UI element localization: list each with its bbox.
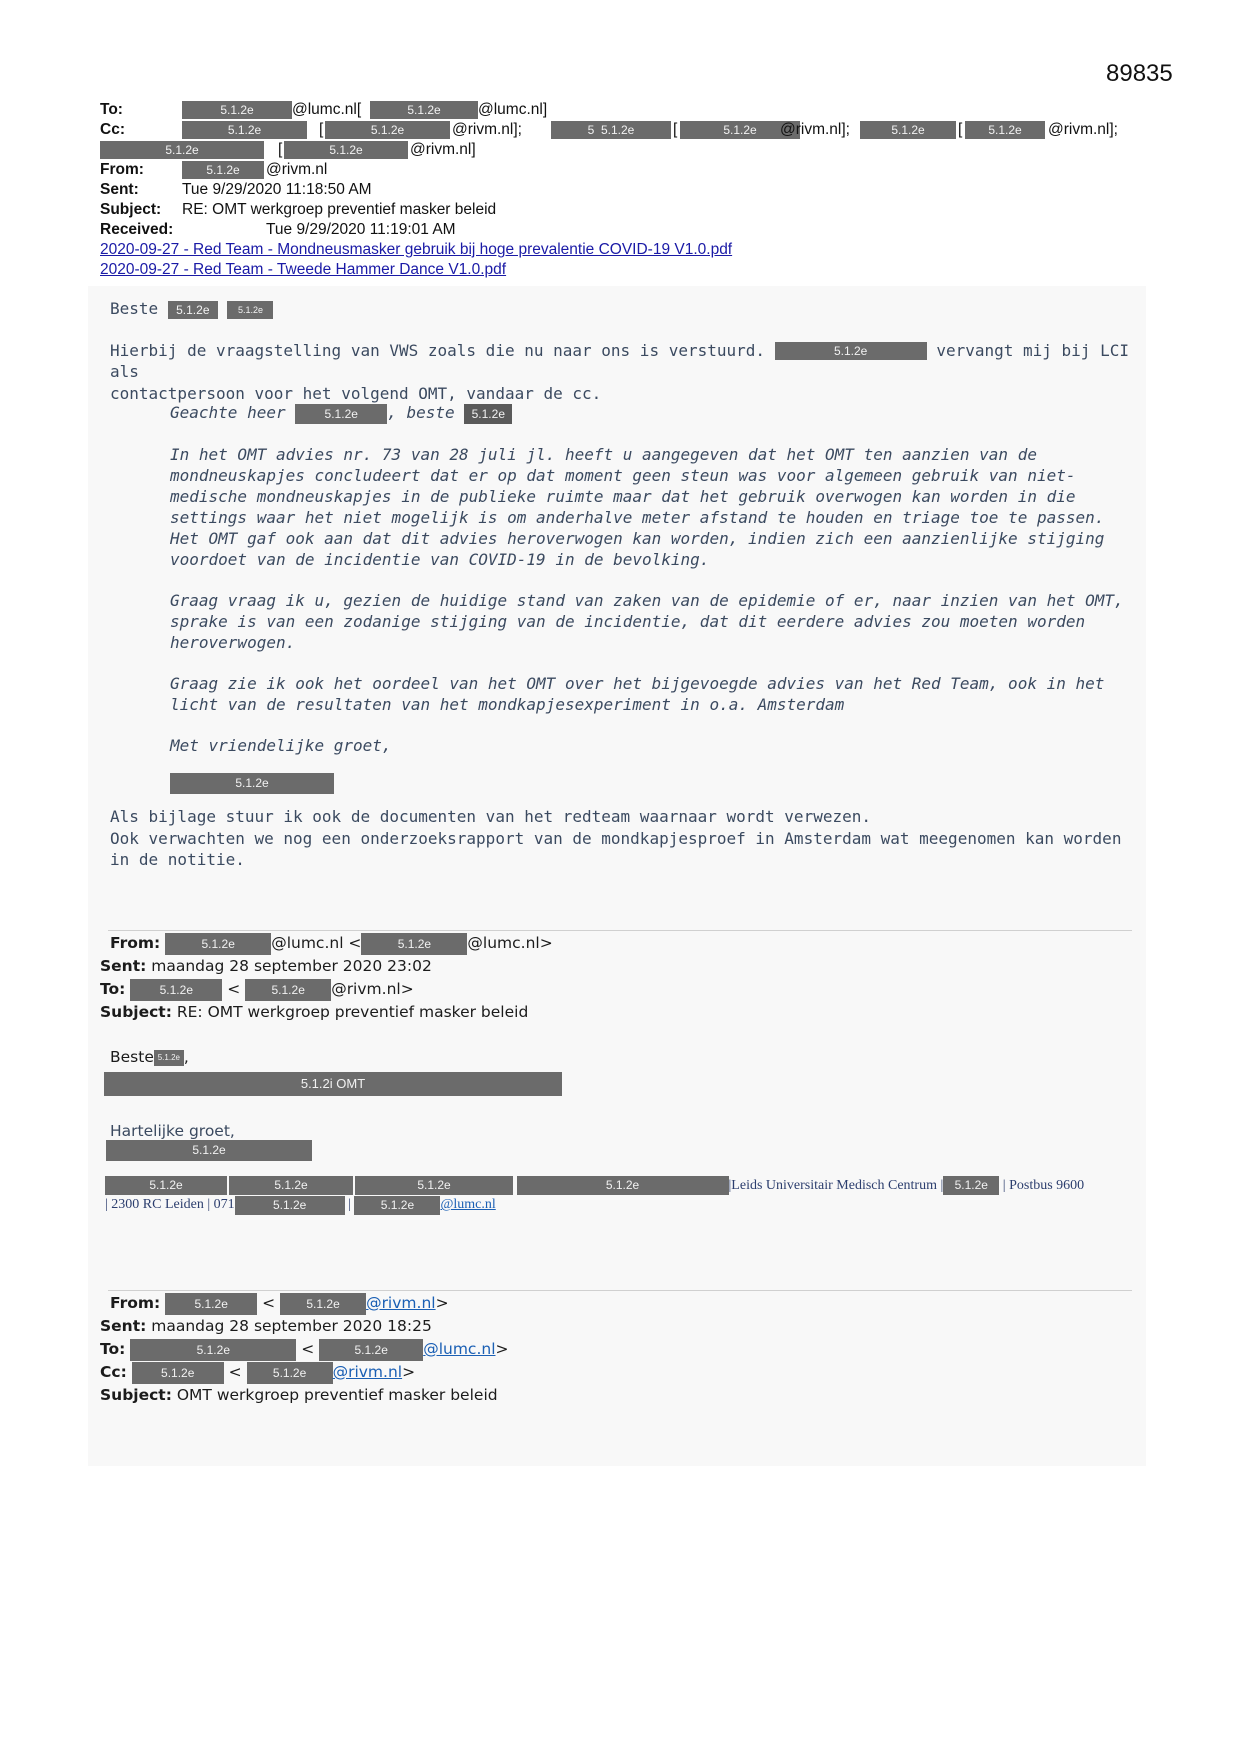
subject-row: [100, 200, 1140, 220]
redaction: 5.1.2e: [860, 121, 956, 139]
to-row: To: 5.1.2e < 5.1.2e @rivm.nl>: [100, 978, 553, 1001]
email-header: [100, 100, 1140, 240]
from-row: From: 5.1.2e < 5.1.2e @rivm.nl>: [100, 1292, 509, 1315]
email-link[interactable]: @rivm.nl: [332, 1363, 403, 1381]
paragraph: Als bijlage stuur ik ook de documenten van het redteam waarnaar wordt verwezen.: [110, 807, 871, 826]
redaction: 5.1.2e: [280, 1293, 366, 1315]
redaction: 5.1.2e: [370, 101, 478, 119]
redaction: 5.1.2e: [245, 979, 331, 1001]
redaction: 5.1.2e: [284, 141, 408, 159]
attachment-link[interactable]: 2020-09-27 - Red Team - Tweede Hammer Dance V1.0.pdf: [100, 261, 507, 278]
subject-row: Subject: RE: OMT werkgroep preventief masker beleid: [100, 1003, 529, 1021]
redaction: 5.1.2e: [165, 933, 271, 955]
cc-domain: @rivm.nl];: [452, 121, 522, 138]
sent-row: Sent: maandag 28 september 2020 18:25: [100, 1317, 432, 1335]
redaction: 5.1.2e: [354, 1196, 440, 1215]
received-value: Tue 9/29/2020 11:19:01 AM: [266, 221, 456, 238]
sent-label: Sent:: [100, 181, 139, 198]
redaction: 5 5.1.2e: [551, 121, 671, 139]
quote-greeting: Geachte heer 5.1.2e , beste 5.1.2e: [170, 402, 1140, 424]
redaction: 5.1.2e: [247, 1362, 333, 1384]
attachment-link[interactable]: 2020-09-27 - Red Team - Mondneusmasker gebruik bij hoge prevalentie COVID-19 V1.0.pdf: [100, 241, 733, 258]
subject-value: RE: OMT werkgroep preventief masker beleid: [182, 201, 497, 218]
footer-email-link[interactable]: @lumc.nl: [440, 1197, 496, 1213]
email-link[interactable]: @rivm.nl: [366, 1294, 436, 1312]
cc-bracket: [: [673, 121, 678, 138]
redaction: 5.1.2e: [464, 404, 512, 424]
cc-bracket: [: [278, 141, 283, 158]
redaction: 5.1.2e: [170, 773, 334, 794]
redaction: 5.1.2e: [227, 301, 273, 319]
message-body-cont: [110, 806, 1140, 871]
email-footer: [105, 1176, 1145, 1215]
redaction: 5.1.2e: [154, 1050, 184, 1066]
message3-header: [100, 1292, 509, 1407]
cc-domain: @rivm.nl]: [410, 141, 476, 158]
attachments: [100, 240, 732, 280]
redaction: 5.1.2e: [168, 301, 218, 319]
to-label: To:: [100, 101, 123, 118]
received-row: [100, 220, 1140, 240]
cc-domain: @rivm.nl];: [780, 121, 850, 138]
subject-row: Subject: OMT werkgroep preventief masker beleid: [100, 1386, 498, 1404]
to-row: To: 5.1.2e < 5.1.2e @lumc.nl>: [100, 1338, 509, 1361]
redaction: 5.1.2e: [295, 404, 387, 424]
cc-domain: @rivm.nl];: [1048, 121, 1118, 138]
quote-paragraph: In het OMT advies nr. 73 van 28 juli jl. heeft u aangegeven dat het OMT ten aanzien van de mondneuskapjes concludeert dat er op dat moment geen steun was voor algemeen gebruik van niet-medische mondneuskapjes in de publieke ruimte maar dat het gebruik overwogen kan worden in die settings waar het niet mogelijk is om anderhalve meter afstand te houden en triage toe te passen.: [170, 444, 1105, 527]
redaction: 5.1.2e: [775, 342, 927, 360]
quote-paragraph: Het OMT gaf ook aan dat dit advies heroverwogen kan worden, indien zich een aanzienlijke stijging voordoet van de incidentie van COVID-19 in de bevolking.: [170, 528, 1105, 569]
paragraph: Hierbij de vraagstelling van VWS zoals die nu naar ons is verstuurd. 5.1.2e vervangt mij bij LCI als: [110, 340, 1129, 381]
redaction: 5.1.2e: [130, 979, 222, 1001]
redaction: 5.1.2e: [325, 121, 450, 139]
sent-row: Sent: maandag 28 september 2020 23:02: [100, 957, 432, 975]
redaction: 5.1.2e: [105, 1176, 227, 1195]
redaction: 5.1.2e: [182, 121, 307, 139]
redaction: 5.1.2e: [680, 121, 800, 139]
cc-bracket: [: [319, 121, 324, 138]
sent-row: [100, 180, 1140, 200]
quote-paragraph: Graag zie ik ook het oordeel van het OMT over het bijgevoegde advies van het Red Team, ook in het licht van de resultaten van het mondkapjesexperiment in o.a. Amsterdam: [170, 673, 1105, 714]
from-domain: @rivm.nl: [266, 161, 328, 178]
quote-signature: [170, 772, 1140, 794]
redaction: 5.1.2e: [355, 1176, 513, 1195]
quoted-letter: [170, 402, 1140, 794]
from-label: From:: [100, 161, 144, 178]
sent-value: Tue 9/29/2020 11:18:50 AM: [182, 181, 372, 198]
cc-row-cont: [100, 140, 1140, 160]
from-row: [100, 160, 1140, 180]
received-label: Received:: [100, 221, 174, 238]
message2-greeting: Beste 5.1.2e ,: [110, 1048, 189, 1066]
redaction: 5.1.2e: [319, 1339, 423, 1361]
to-row: [100, 100, 1140, 120]
redaction: 5.1.2e: [235, 1196, 345, 1215]
redaction: 5.1.2e: [100, 141, 264, 159]
redaction: 5.1.2e: [517, 1176, 729, 1195]
message2-closing: Hartelijke groet,: [110, 1122, 235, 1140]
redaction: 5.1.2e: [361, 933, 467, 955]
divider: [108, 930, 1132, 931]
to-domain: @lumc.nl[: [292, 101, 362, 118]
divider: [108, 1290, 1132, 1291]
quote-closing: Met vriendelijke groet,: [170, 735, 392, 755]
paragraph: contactpersoon voor het volgend OMT, vandaar de cc.: [110, 383, 602, 403]
redacted-signature: [106, 1140, 312, 1161]
footer-line: 5.1.2e 5.1.2e 5.1.2e 5.1.2e |Leids Universitair Medisch Centrum | 5.1.2e | Postbus 9600: [105, 1176, 1145, 1195]
redaction: 5.1.2e: [943, 1176, 999, 1195]
redaction: 5.1.2e: [965, 121, 1045, 139]
cc-row: [100, 120, 1140, 140]
page-number: 89835: [1106, 60, 1173, 87]
cc-bracket: [: [958, 121, 963, 138]
quote-paragraph: Graag vraag ik u, gezien de huidige stand van zaken van de epidemie of er, naar inzien van het OMT, sprake is van een zodanige stijging van de incidentie, dat dit eerdere advies zou moeten worden heroverwogen.: [170, 590, 1124, 652]
message2-header: [100, 932, 553, 1024]
paragraph: Ook verwachten we nog een onderzoeksrapport van de mondkapjesproef in Amsterdam wat meegenomen kan worden in de notitie.: [110, 828, 1122, 869]
to-domain: @lumc.nl]: [478, 101, 548, 118]
redaction: 5.1.2e: [130, 1339, 296, 1361]
greeting: Beste 5.1.2e 5.1.2e: [110, 298, 1140, 320]
redaction: 5.1.2e: [165, 1293, 257, 1315]
email-link[interactable]: @lumc.nl: [423, 1340, 496, 1358]
footer-line: | 2300 RC Leiden | 071 5.1.2e | 5.1.2e @lumc.nl: [105, 1195, 1145, 1214]
subject-label: Subject:: [100, 201, 162, 218]
message-body: [110, 298, 1140, 404]
redaction: 5.1.2e: [182, 101, 292, 119]
redacted-block: 5.1.2i OMT: [104, 1072, 562, 1096]
redaction: 5.1.2e: [229, 1176, 353, 1195]
cc-row: Cc: 5.1.2e < 5.1.2e @rivm.nl>: [100, 1361, 509, 1384]
redaction: 5.1.2e: [106, 1140, 312, 1161]
cc-label: Cc:: [100, 121, 125, 138]
from-row: From: 5.1.2e @lumc.nl < 5.1.2e @lumc.nl>: [100, 932, 553, 955]
redaction: 5.1.2e: [182, 161, 264, 179]
redaction: 5.1.2e: [132, 1362, 224, 1384]
